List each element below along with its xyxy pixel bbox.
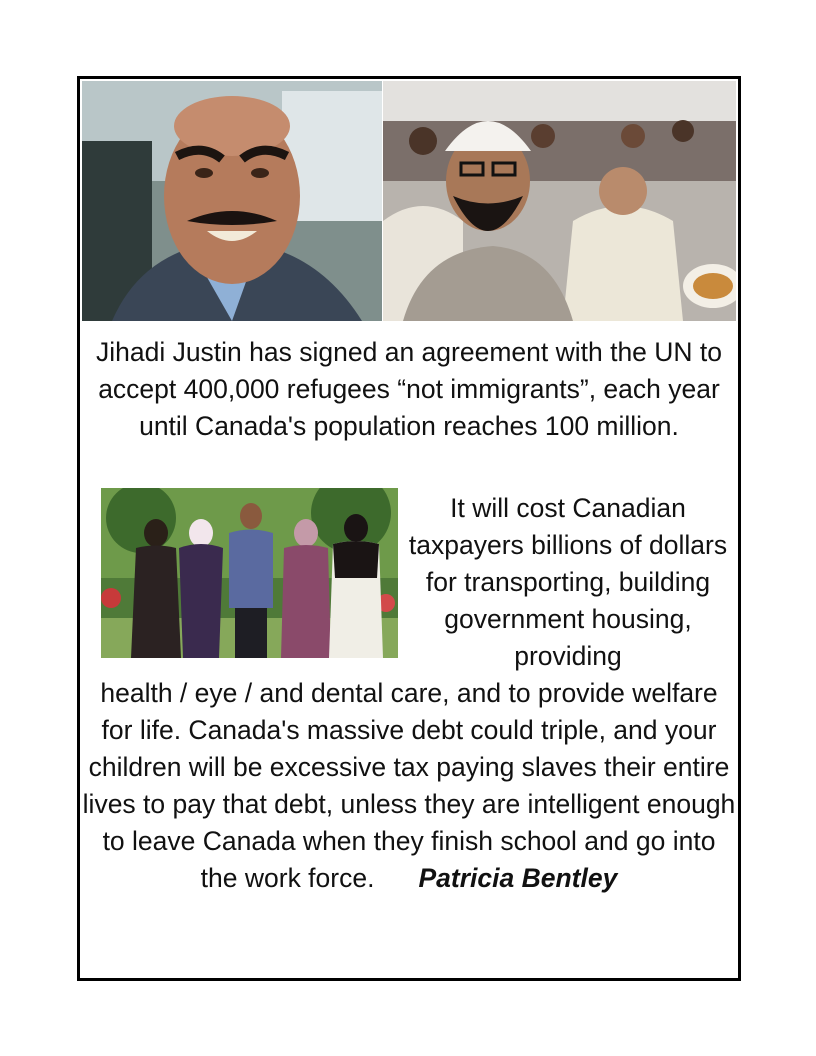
signature: Patricia Bentley: [418, 863, 618, 893]
photo-community-gathering: [383, 81, 736, 321]
photo-man-in-car: [82, 81, 382, 321]
photo-family-in-garden: [101, 488, 398, 658]
side-paragraph: It will cost Canadian taxpayers billions of dollars for transporting, building government housing, providing: [408, 493, 728, 671]
body-text: health / eye / and dental care, and to provide welfare for life. Canada's massive debt could triple, and your children will be excessive tax paying slaves their entire lives to pay that debt, unless they are intelligent enough to leave Canada when they finish school and go into the work force.: [82, 678, 736, 893]
headline-paragraph: Jihadi Justin has signed an agreement with the UN to accept 400,000 refugees “not immigrants”, each year until Canada's population reaches 100 million.: [95, 337, 723, 441]
body-paragraph: [82, 675, 736, 897]
flyer-frame: [77, 76, 741, 981]
